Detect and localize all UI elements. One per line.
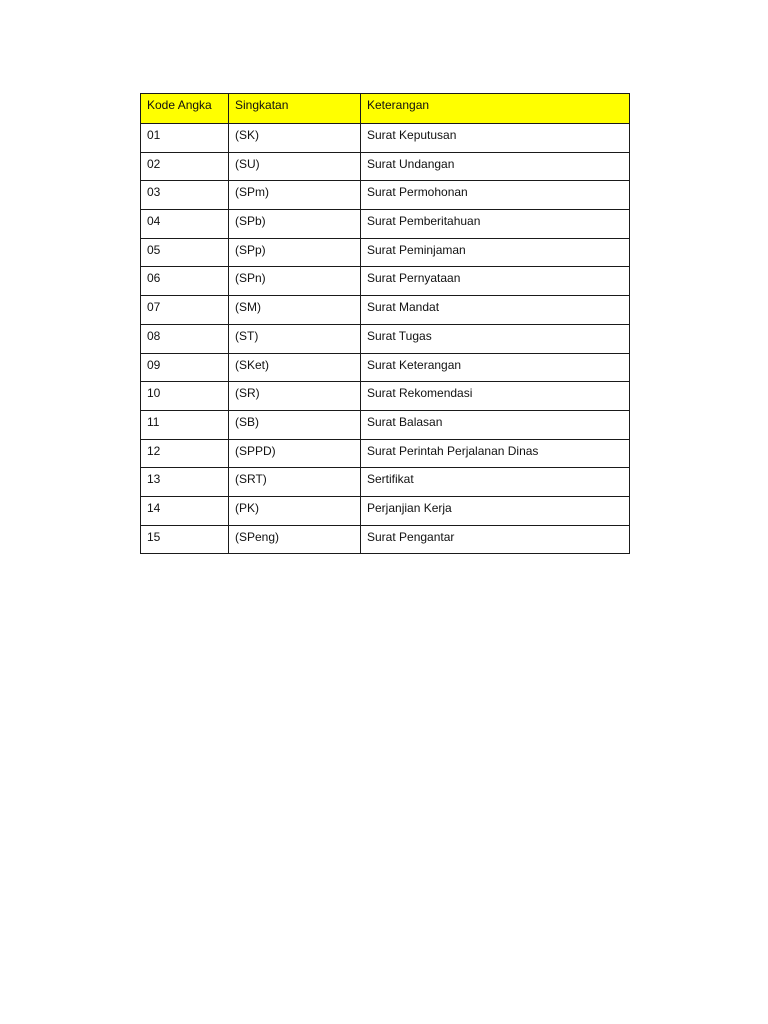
cell-description: Surat Keterangan: [361, 353, 630, 382]
table-row: [141, 468, 630, 497]
header-singkatan: Singkatan: [229, 94, 361, 124]
cell-description: Perjanjian Kerja: [361, 496, 630, 525]
cell-abbreviation: (SB): [229, 410, 361, 439]
cell-abbreviation: (ST): [229, 324, 361, 353]
cell-code: 09: [141, 353, 229, 382]
cell-abbreviation: (SPeng): [229, 525, 361, 554]
cell-description: Sertifikat: [361, 468, 630, 497]
cell-abbreviation: (SU): [229, 152, 361, 181]
cell-code: 06: [141, 267, 229, 296]
cell-code: 01: [141, 124, 229, 153]
cell-description: Surat Keputusan: [361, 124, 630, 153]
cell-abbreviation: (SM): [229, 296, 361, 325]
table-row: [141, 353, 630, 382]
cell-description: Surat Pengantar: [361, 525, 630, 554]
table-row: [141, 210, 630, 239]
cell-code: 12: [141, 439, 229, 468]
cell-code: 07: [141, 296, 229, 325]
cell-description: Surat Tugas: [361, 324, 630, 353]
cell-abbreviation: (SPm): [229, 181, 361, 210]
table-row: [141, 296, 630, 325]
cell-abbreviation: (PK): [229, 496, 361, 525]
table-row: [141, 124, 630, 153]
cell-abbreviation: (SR): [229, 382, 361, 411]
table-header-row: [141, 94, 630, 124]
table-row: [141, 267, 630, 296]
cell-abbreviation: (SPPD): [229, 439, 361, 468]
cell-code: 04: [141, 210, 229, 239]
cell-abbreviation: (SK): [229, 124, 361, 153]
cell-code: 14: [141, 496, 229, 525]
table-row: [141, 525, 630, 554]
cell-code: 13: [141, 468, 229, 497]
cell-abbreviation: (SPn): [229, 267, 361, 296]
cell-code: 05: [141, 238, 229, 267]
cell-description: Surat Pernyataan: [361, 267, 630, 296]
table-row: [141, 181, 630, 210]
letter-code-table: [140, 93, 630, 554]
cell-code: 10: [141, 382, 229, 411]
cell-description: Surat Rekomendasi: [361, 382, 630, 411]
cell-description: Surat Peminjaman: [361, 238, 630, 267]
cell-code: 03: [141, 181, 229, 210]
table-row: [141, 439, 630, 468]
table-row: [141, 410, 630, 439]
cell-description: Surat Undangan: [361, 152, 630, 181]
table-row: [141, 382, 630, 411]
cell-description: Surat Mandat: [361, 296, 630, 325]
cell-code: 02: [141, 152, 229, 181]
table-row: [141, 152, 630, 181]
cell-abbreviation: (SPp): [229, 238, 361, 267]
cell-code: 15: [141, 525, 229, 554]
cell-code: 08: [141, 324, 229, 353]
cell-code: 11: [141, 410, 229, 439]
cell-description: Surat Balasan: [361, 410, 630, 439]
cell-abbreviation: (SRT): [229, 468, 361, 497]
table-row: [141, 238, 630, 267]
cell-description: Surat Permohonan: [361, 181, 630, 210]
header-kode-angka: Kode Angka: [141, 94, 229, 124]
cell-abbreviation: (SPb): [229, 210, 361, 239]
table-row: [141, 496, 630, 525]
cell-description: Surat Pemberitahuan: [361, 210, 630, 239]
cell-description: Surat Perintah Perjalanan Dinas: [361, 439, 630, 468]
table-row: [141, 324, 630, 353]
header-keterangan: Keterangan: [361, 94, 630, 124]
cell-abbreviation: (SKet): [229, 353, 361, 382]
